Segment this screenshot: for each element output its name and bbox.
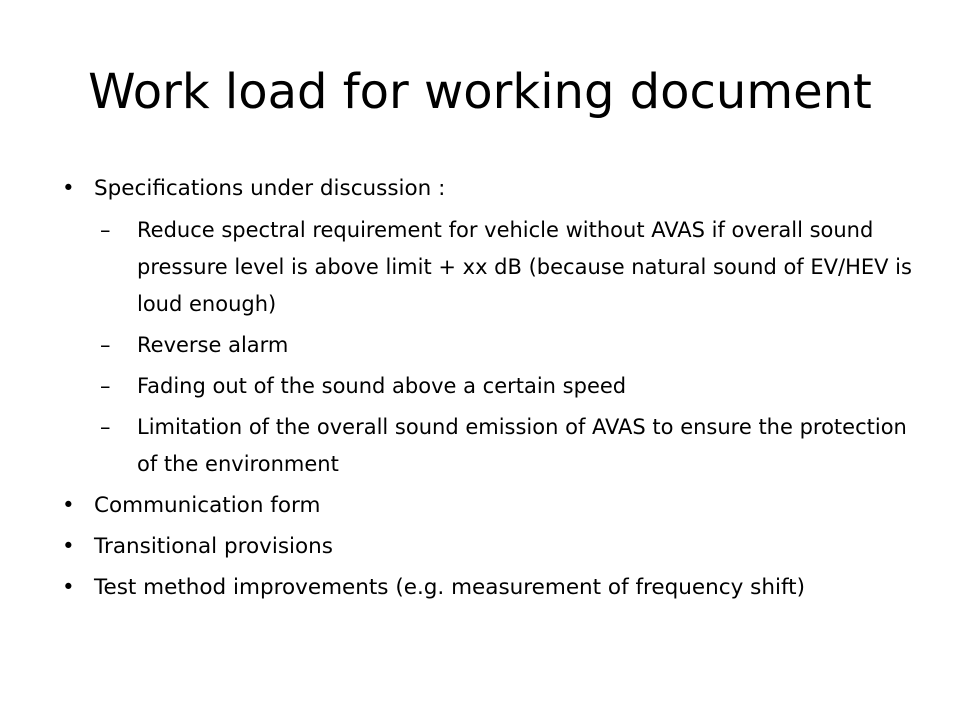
sub-bullet-text: Limitation of the overall sound emission of AVAS to ensure the protection of the environment xyxy=(137,415,907,476)
sub-bullet-text: Fading out of the sound above a certain speed xyxy=(137,374,627,398)
dash-icon: – xyxy=(100,415,111,439)
slide-title: Work load for working document xyxy=(88,64,872,120)
bullet-text: Test method improvements (e.g. measurement of frequency shift) xyxy=(94,575,805,600)
bullet-list xyxy=(60,170,920,610)
bullet-text: Specifications under discussion : xyxy=(94,176,446,201)
bullet-text: Transitional provisions xyxy=(94,534,333,559)
bullet-icon: • xyxy=(62,575,75,600)
bullet-text: Communication form xyxy=(94,493,321,518)
dash-icon: – xyxy=(100,374,111,398)
bullet-item xyxy=(60,487,920,524)
dash-icon: – xyxy=(100,218,111,242)
sub-bullet-item xyxy=(60,409,920,483)
bullet-icon: • xyxy=(62,493,75,518)
sub-bullet-item xyxy=(60,368,920,405)
bullet-item xyxy=(60,569,920,606)
dash-icon: – xyxy=(100,333,111,357)
bullet-icon: • xyxy=(62,176,75,201)
bullet-item xyxy=(60,528,920,565)
bullet-icon: • xyxy=(62,534,75,559)
bullet-item xyxy=(60,170,920,207)
sub-bullet-text: Reduce spectral requirement for vehicle without AVAS if overall sound pressure level is above limit + xx dB (because natural sound of EV/HEV is loud enough) xyxy=(137,218,912,316)
sub-bullet-item xyxy=(60,327,920,364)
sub-bullet-item xyxy=(60,212,920,323)
sub-bullet-text: Reverse alarm xyxy=(137,333,289,357)
